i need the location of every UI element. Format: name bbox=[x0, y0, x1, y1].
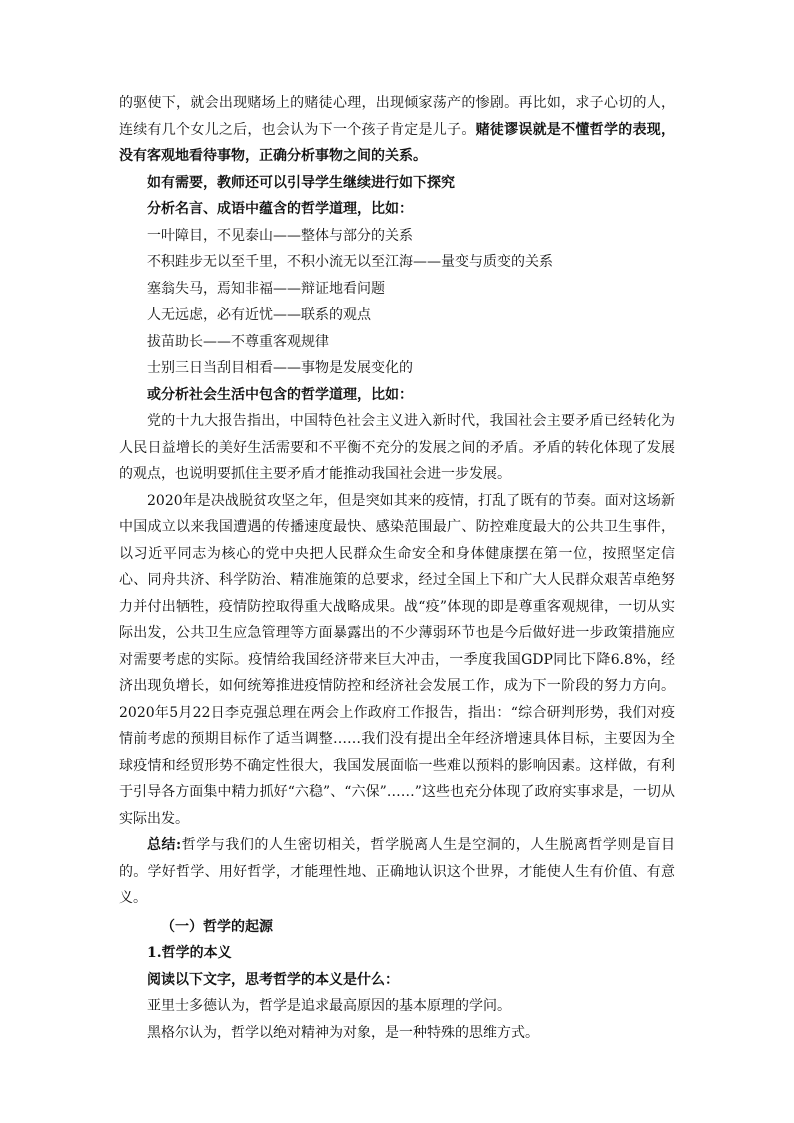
quote-line: 亚里士多德认为，哲学是追求最高原因的基本原理的学问。 bbox=[147, 998, 511, 1014]
idiom-line: 拔苗助长——不尊重客观规律 bbox=[147, 333, 329, 350]
summary-text: 哲学与我们的人生密切相关，哲学脱离人生是空洞的，人生脱离哲学则是盲目的。学好哲学、用好哲学，才能理性地、正确地认识这个世界，才能使人生有价值、有意义。 bbox=[119, 837, 675, 906]
idioms-heading: 分析名言、成语中蕴含的哲学道理，比如： bbox=[147, 201, 413, 217]
gambler-conclusion: 赌徒谬误就是不懂哲学的表现，没有客观地看待事物，正确分析事物之间的关系。 bbox=[119, 121, 675, 164]
idiom-line: 人无远虑，必有近忧——联系的观点 bbox=[147, 307, 371, 323]
quote-line: 黑格尔认为，哲学以绝对精神为对象，是一种特殊的思维方式。 bbox=[147, 1024, 539, 1041]
paragraph-2020-epidemic: 2020年是决战脱贫攻坚之年，但是突如其来的疫情，打乱了既有的节奏。面对这场新中国成立以来我国遭遇的传播速度最快、感染范围最广、防控难度最大的公共卫生事件，以习近平同志为核心的党中央把人民群众生命安全和身体健康摆在第一位，按照坚定信心、同舟共济、科学防治、精准施策的总要求，经过全国上下和广大人民群众艰苦卓绝努力并付出牺牲，疫情防控取得重大战略成果。战“疫”体现的即是尊重客观规律，一切从实际出发，公共卫生应急管理等方面暴露出的不少薄弱环节也是今后做好进一步政策措施应对需要考虑的实际。疫情给我国经济带来巨大冲击，一季度我国GDP同比下降6.8%，经济出现负增长，如何统筹推进疫情防控和经济社会发展工作，成为下一阶段的努力方向。2020年5月22日李克强总理在两会上作政府工作报告，指出：“综合研判形势，我们对疫情前考虑的预期目标作了适当调整……我们没有提出全年经济增速具体目标，主要因为全球疫情和经贸形势不确定性很大，我国发展面临一些难以预料的影响因素。这样做，有利于引导各方面集中精力抓好“六稳”、“六保”……”这些也充分体现了政府实事求是，一切从实际出发。 bbox=[119, 492, 675, 827]
gambler-text: 的驱使下，就会出现赌场上的赌徒心理，出现倾家荡产的惨剧。再比如，求子心切的人，连续有几个女儿之后，也会认为下一个孩子肯定是儿子。 bbox=[119, 95, 675, 138]
subsection-title: 1.哲学的本义 bbox=[147, 945, 232, 961]
document-page bbox=[119, 90, 675, 1046]
idiom-line: 一叶障目，不见泰山——整体与部分的关系 bbox=[147, 227, 413, 244]
summary-label: 总结: bbox=[147, 837, 182, 853]
social-heading: 或分析社会生活中包含的哲学道理，比如： bbox=[147, 386, 413, 403]
idiom-line: 塞翁失马，焉知非福——辩证地看问题 bbox=[147, 280, 385, 297]
summary-paragraph bbox=[119, 832, 675, 912]
paragraph-19th-congress: 党的十九大报告指出，中国特色社会主义进入新时代，我国社会主要矛盾已经转化为人民日益增长的美好生活需要和不平衡不充分的发展之间的矛盾。矛盾的转化体现了发展的观点，也说明要抓住主要矛盾才能推动我国社会进一步发展。 bbox=[119, 413, 675, 482]
section-title: （一）哲学的起源 bbox=[161, 918, 273, 935]
paragraph-gambler bbox=[119, 90, 675, 170]
idiom-line: 士别三日当刮目相看——事物是发展变化的 bbox=[147, 360, 413, 376]
teacher-guide-line: 如有需要，教师还可以引导学生继续进行如下探究 bbox=[147, 174, 455, 191]
reading-prompt: 阅读以下文字，思考哲学的本义是什么： bbox=[147, 971, 399, 988]
idiom-line: 不积跬步无以至千里，不积小流无以至江海——量变与质变的关系 bbox=[147, 254, 553, 270]
